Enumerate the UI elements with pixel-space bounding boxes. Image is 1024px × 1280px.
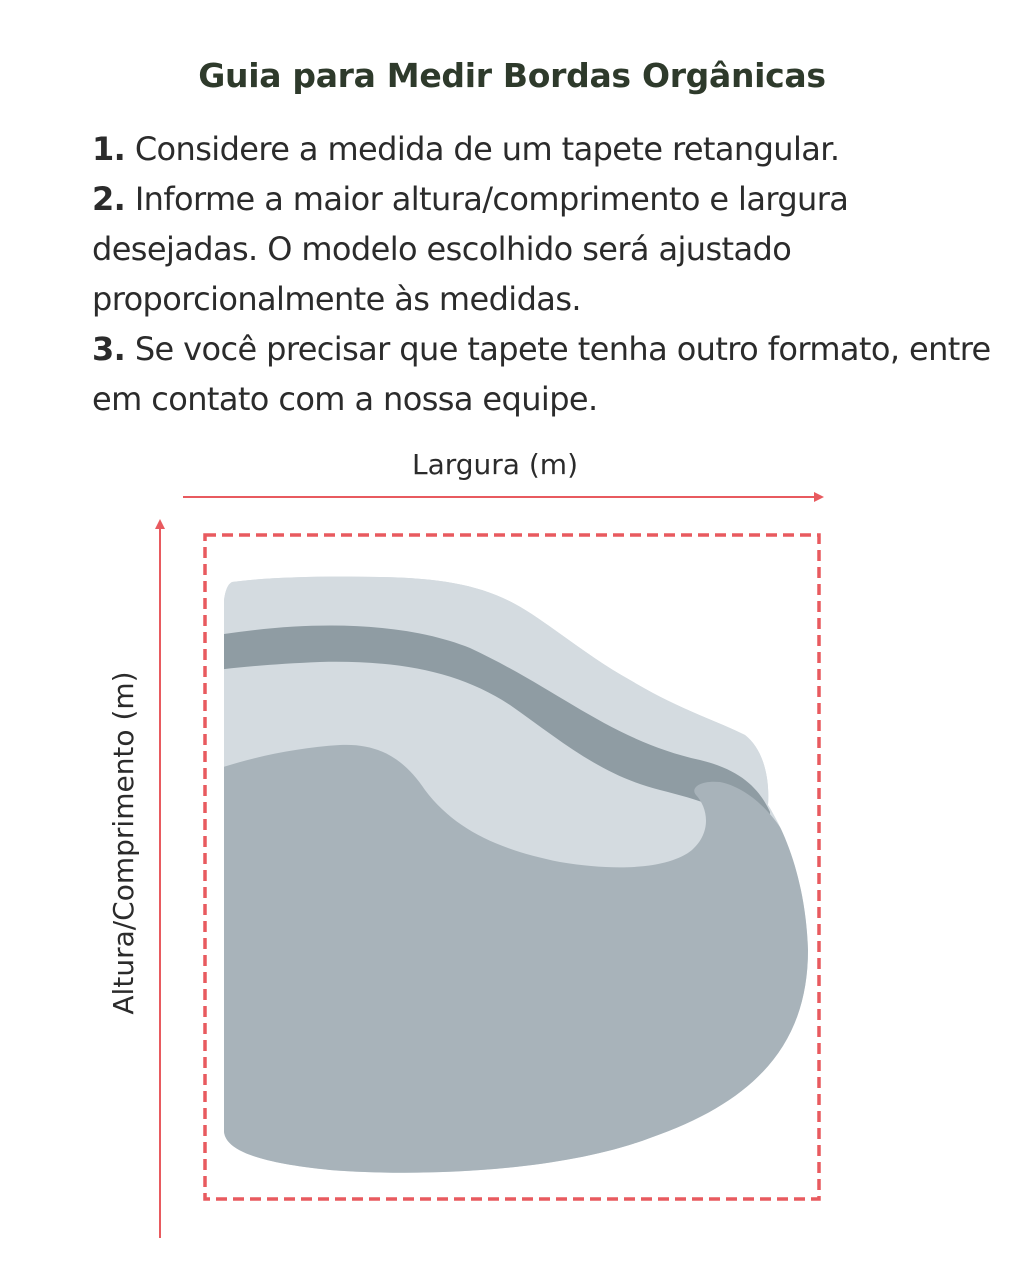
step-number: 3.	[92, 330, 126, 368]
height-label: Altura/Comprimento (m)	[107, 671, 140, 1015]
step-text: Considere a medida de um tapete retangular.	[134, 130, 840, 168]
organic-rug	[200, 560, 840, 1210]
page-title: Guia para Medir Bordas Orgânicas	[198, 56, 826, 95]
width-arrow	[183, 492, 824, 502]
step-text: Se você precisar que tapete tenha outro formato, entre em contato com a nossa equipe.	[92, 330, 991, 418]
width-label: Largura (m)	[412, 448, 578, 481]
step-text: Informe a maior altura/comprimento e largura desejadas. O modelo escolhido será ajustado proporcionalmente às medidas.	[92, 180, 849, 318]
height-arrow	[155, 519, 165, 1238]
step-number: 1.	[92, 130, 126, 168]
step-number: 2.	[92, 180, 126, 218]
